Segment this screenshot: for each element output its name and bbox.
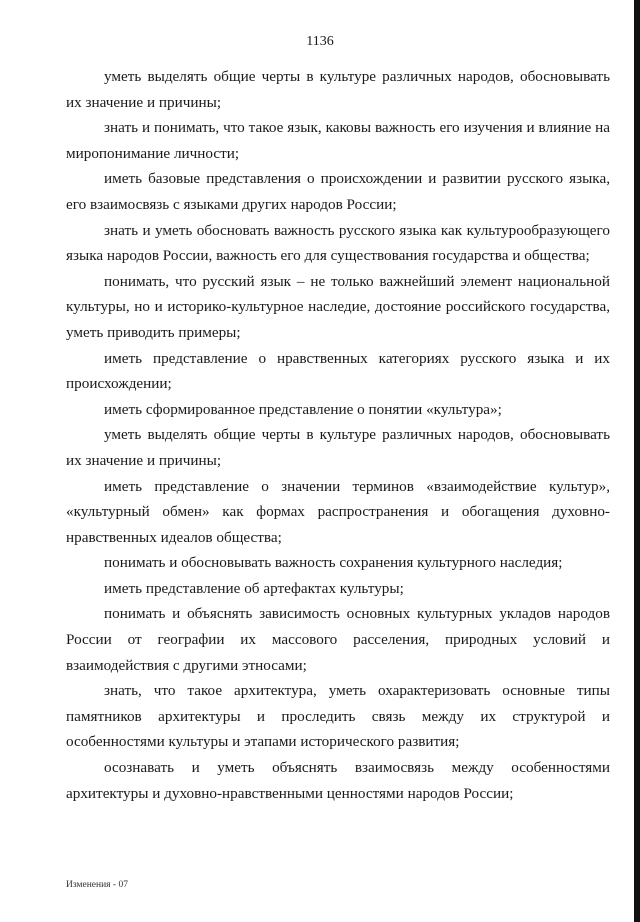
paragraph: понимать, что русский язык – не только важнейший элемент национальной культуры, но и историко-культурное наследие, достояние российского государства, уметь приводить примеры; xyxy=(66,272,610,341)
paragraph: иметь сформированное представление о понятии «культура»; xyxy=(104,400,502,418)
paragraph: уметь выделять общие черты в культуре различных народов, обосновывать их значение и причины; xyxy=(66,68,610,111)
scan-edge-shadow xyxy=(634,0,640,922)
paragraph: иметь базовые представления о происхождении и развитии русского языка, его взаимосвязь с языками других народов России; xyxy=(66,170,610,213)
paragraph: понимать и обосновывать важность сохранения культурного наследия; xyxy=(104,554,563,572)
paragraph: иметь представление о нравственных категориях русского языка и их происхождении; xyxy=(66,349,610,393)
paragraph: понимать и объяснять зависимость основных культурных укладов народов России от географии их массового расселения, природных условий и взаимодействия с другими этносами; xyxy=(66,605,610,674)
paragraph: знать и уметь обосновать важность русского языка как культурообразующего языка народов России, важность его для существования государства и общества; xyxy=(66,221,610,265)
paragraph: знать и понимать, что такое язык, каковы важность его изучения и влияние на миропонимание личности; xyxy=(66,119,610,162)
paragraph: осознавать и уметь объяснять взаимосвязь между особенностями архитектуры и духовно-нравственными ценностями народов России; xyxy=(66,759,610,802)
paragraph: уметь выделять общие черты в культуре различных народов, обосновывать их значение и причины; xyxy=(66,426,610,469)
paragraph: иметь представление о значении терминов «взаимодействие культур», «культурный обмен» как формах распространения и обогащения духовно-нравственных идеалов общества; xyxy=(66,477,610,546)
paragraph: иметь представление об артефактах культуры; xyxy=(104,579,404,597)
body-text xyxy=(66,64,610,806)
paragraph: знать, что такое архитектура, уметь охарактеризовать основные типы памятников архитектуры и проследить связь между их структурой и особенностями культуры и этапами исторического развития; xyxy=(66,682,610,751)
footer-revision-note: Изменения - 07 xyxy=(66,880,128,890)
page-number: 1136 xyxy=(306,34,334,49)
